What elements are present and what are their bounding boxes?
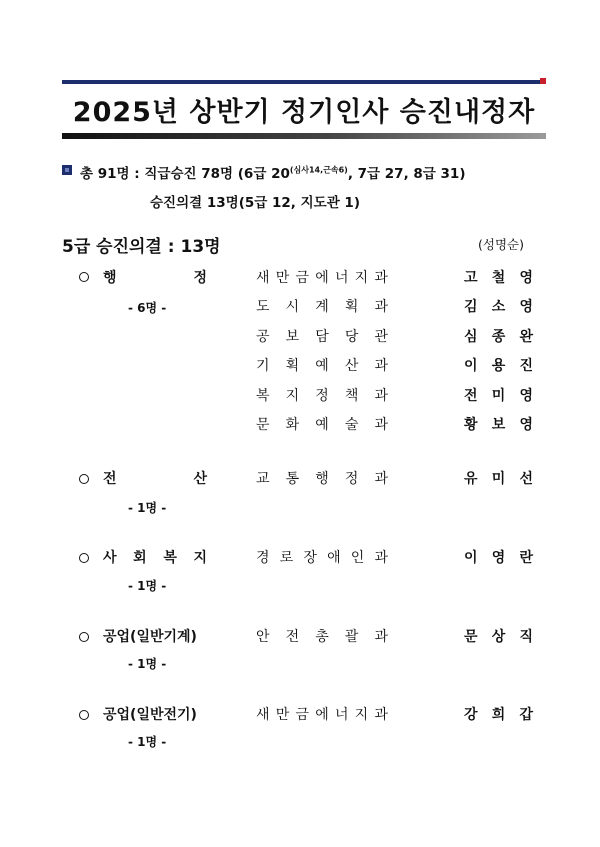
person-name: 황 보 영 [464, 417, 542, 433]
dept-label: 도 시 계 획 과 [256, 299, 388, 315]
person-name: 유 미 선 [464, 471, 542, 487]
circle-bullet-icon [79, 272, 89, 282]
circle-bullet-icon [79, 474, 89, 484]
summary-line-1 [80, 162, 466, 182]
summary-total: 총 91명 : 직급승진 78명 [80, 166, 234, 182]
category-label: 사 회 복 지 [103, 550, 207, 566]
category-label: 공업(일반전기) [103, 707, 197, 723]
person-name: 전 미 영 [464, 388, 542, 404]
group-count: - 6명 - [128, 301, 167, 315]
dept-label: 안 전 총 괄 과 [256, 629, 388, 645]
person-name: 이 영 란 [464, 550, 542, 566]
person-name: 심 종 완 [464, 329, 542, 345]
person-name: 김 소 영 [464, 299, 542, 315]
dept-label: 기 획 예 산 과 [256, 358, 388, 374]
circle-bullet-icon [79, 632, 89, 642]
group-count: - 1명 - [128, 735, 167, 749]
dept-label: 복 지 정 책 과 [256, 388, 388, 404]
dept-label: 새 만 금 에 너 지 과 [256, 707, 388, 723]
category-label: 행 정 [103, 270, 207, 286]
person-name: 고 철 영 [464, 270, 542, 286]
summary-grades-rest: , 7급 27, 8급 31) [347, 166, 466, 182]
dept-label: 교 통 행 정 과 [256, 471, 388, 487]
order-note: (성명순) [478, 237, 524, 252]
group-count: - 1명 - [128, 501, 167, 515]
section-heading: 5급 승진의결 : 13명 [62, 237, 221, 257]
category-label: 전 산 [103, 471, 207, 487]
dept-label: 새 만 금 에 너 지 과 [256, 270, 388, 286]
circle-bullet-icon [79, 710, 89, 720]
summary-grade6: (6급 20 [237, 166, 290, 182]
dept-label: 문 화 예 술 과 [256, 417, 388, 433]
page-title: 2025년 상반기 정기인사 승진내정자 [72, 97, 536, 128]
title-rule-top [62, 80, 546, 84]
title-rule-bottom [62, 133, 546, 139]
person-name: 강 희 갑 [464, 707, 542, 723]
summary-line-2: 승진의결 13명(5급 12, 지도관 1) [150, 195, 360, 211]
circle-bullet-icon [79, 553, 89, 563]
group-count: - 1명 - [128, 579, 167, 593]
title-rule-accent [540, 78, 546, 84]
person-name: 이 용 진 [464, 358, 542, 374]
dept-label: 경 로 장 애 인 과 [256, 550, 388, 566]
summary-grade6-detail: (심사14,근속6) [289, 165, 348, 175]
category-label: 공업(일반기계) [103, 629, 197, 645]
group-count: - 1명 - [128, 657, 167, 671]
square-bullet-icon [62, 165, 72, 175]
person-name: 문 상 직 [464, 629, 542, 645]
dept-label: 공 보 담 당 관 [256, 329, 388, 345]
